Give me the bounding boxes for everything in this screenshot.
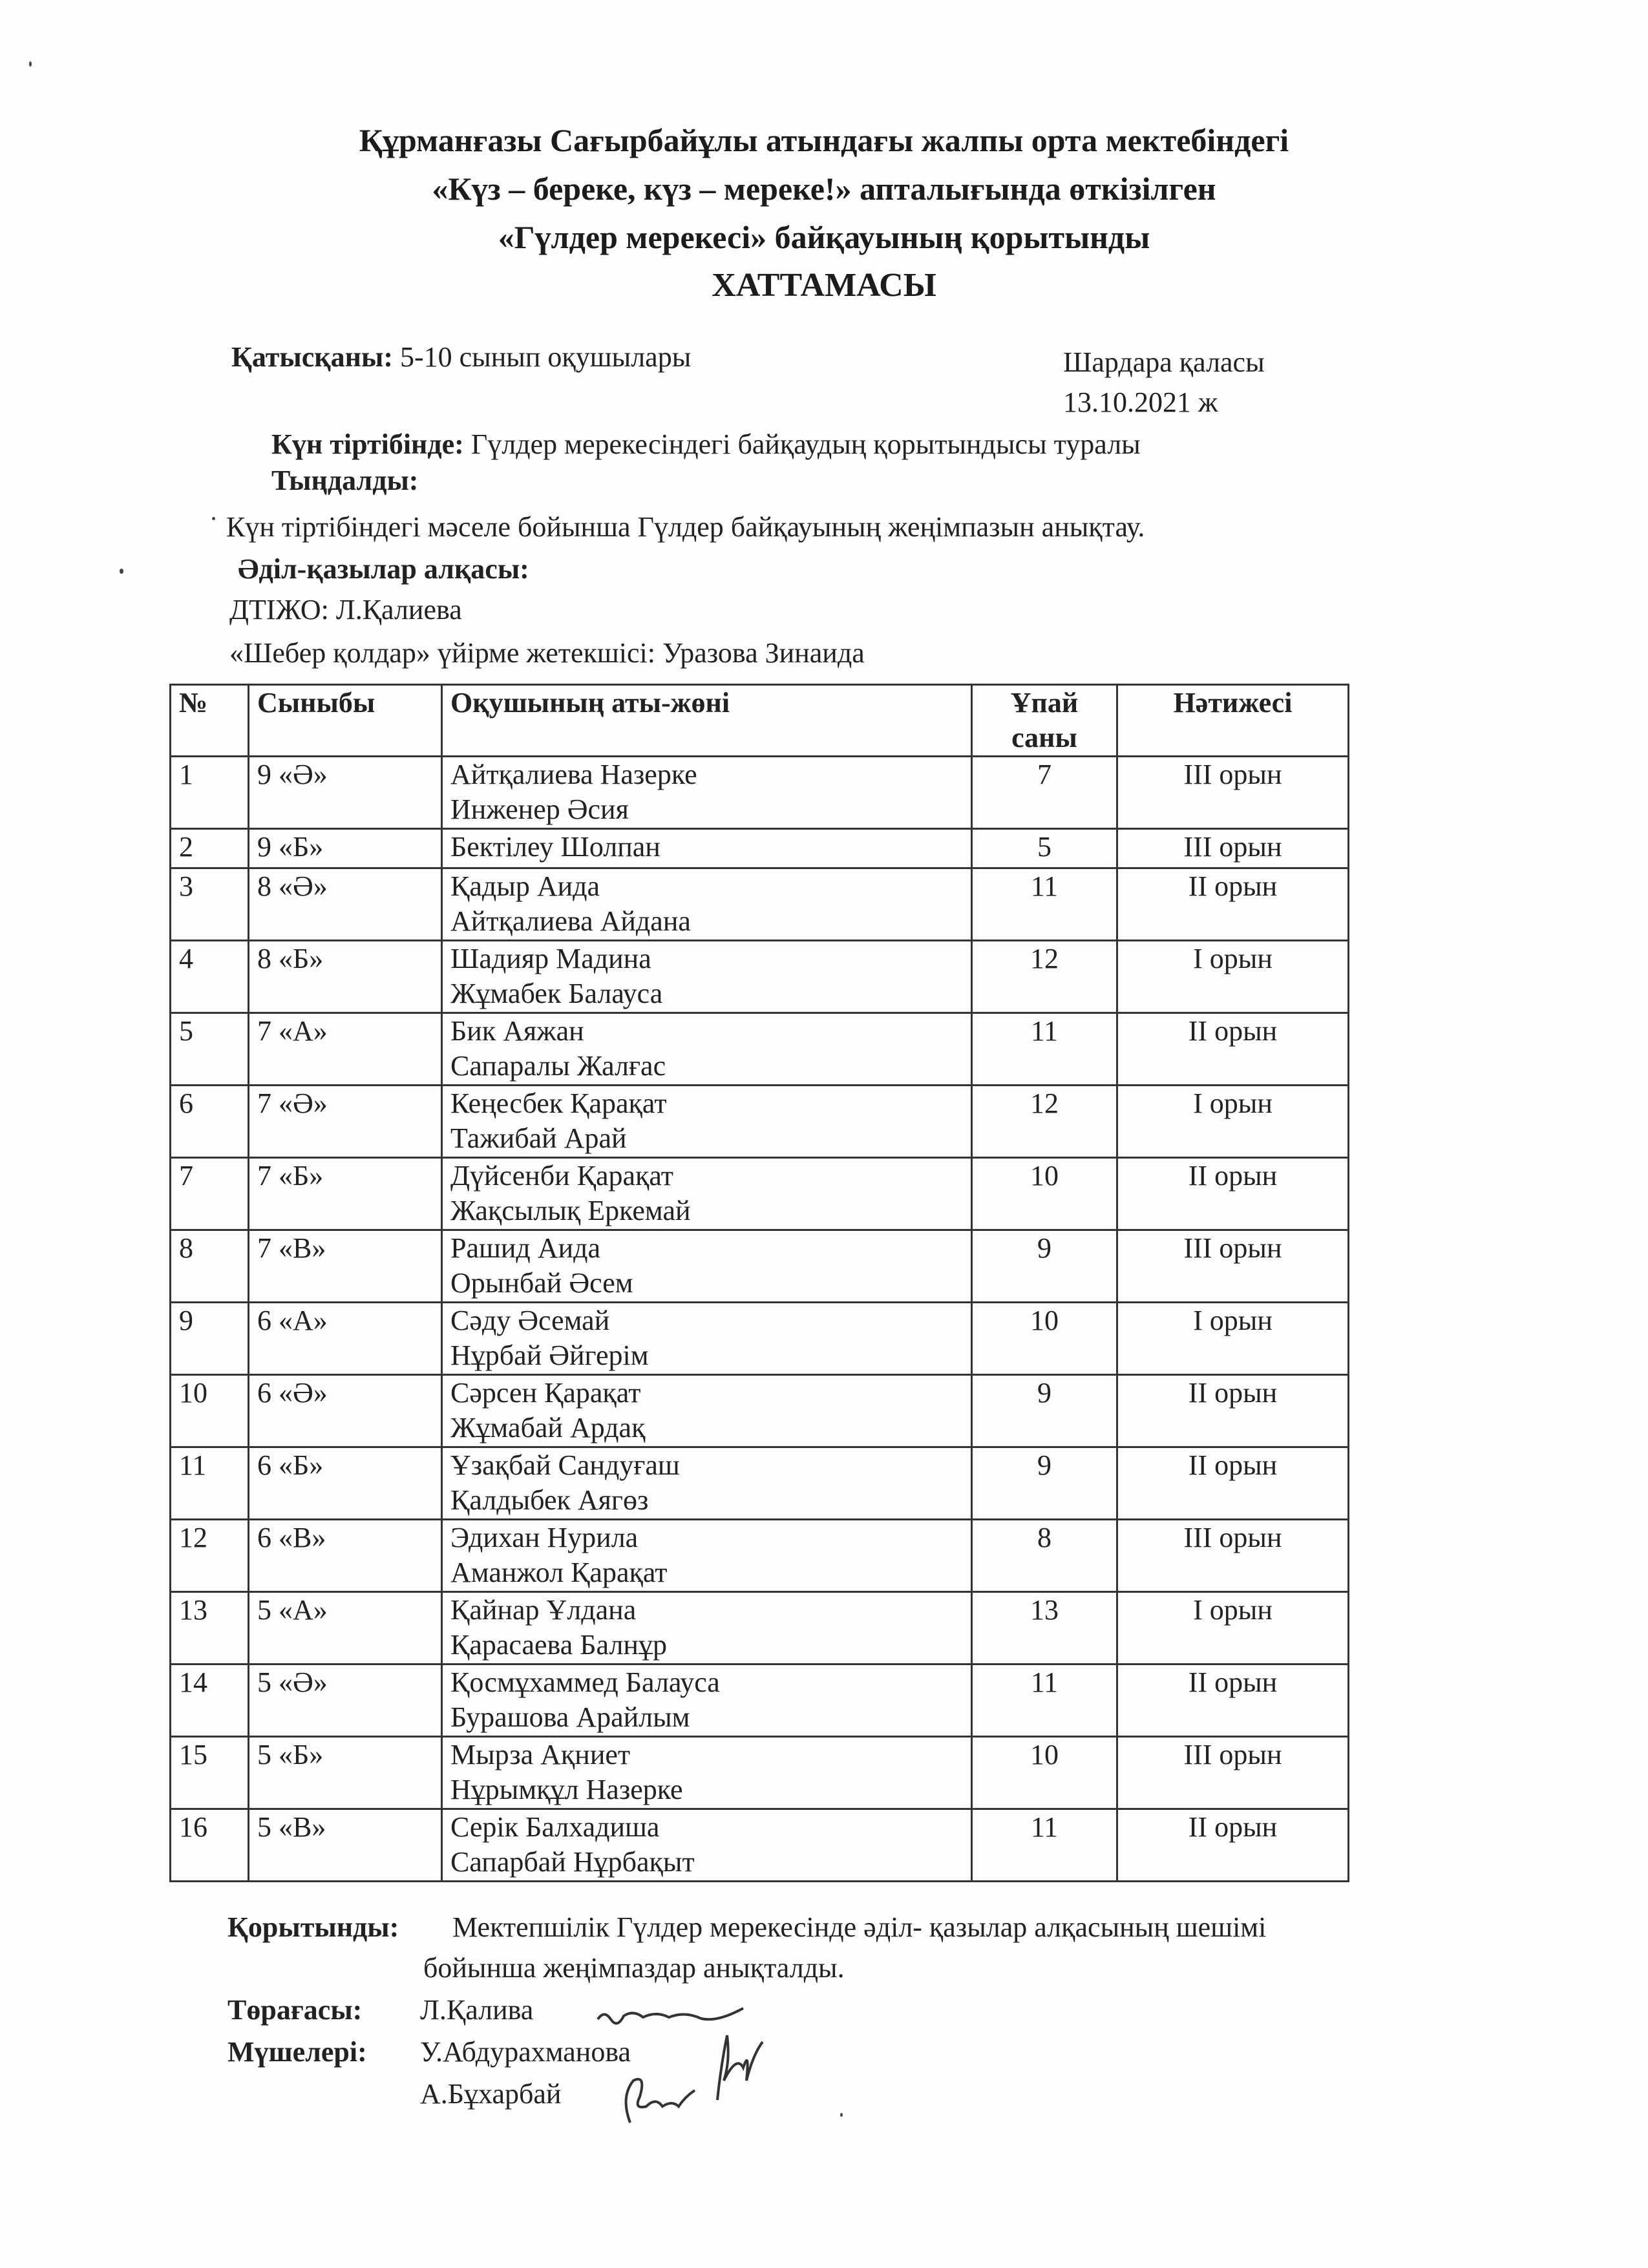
cell-result: II орын: [1117, 868, 1349, 941]
cell-no: 5: [171, 1013, 249, 1086]
heard-text: Күн тіртібіндегі мәселе бойынша Гүлдер байқауының жеңімпазын анықтау.: [226, 511, 1145, 543]
cell-no: 6: [171, 1086, 249, 1158]
student-name: Тажибай Арай: [450, 1122, 627, 1154]
cell-score: 10: [972, 1303, 1117, 1375]
cell-no: 11: [171, 1447, 249, 1520]
cell-score: 9: [972, 1447, 1117, 1520]
cell-score: 9: [972, 1375, 1117, 1447]
cell-names: [442, 1447, 972, 1520]
cell-result: III орын: [1117, 757, 1349, 829]
city: Шардара қаласы: [1063, 346, 1265, 378]
cell-class: 6 «Б»: [249, 1447, 442, 1520]
student-name: Жұмабек Балауса: [450, 978, 663, 1009]
student-name: Қайнар Ұлдана: [450, 1594, 637, 1626]
student-name: Ұзақбай Сандуғаш: [450, 1449, 680, 1481]
cell-names: [442, 1013, 972, 1086]
scan-speck: [840, 2113, 843, 2117]
cell-class: 7 «А»: [249, 1013, 442, 1086]
cell-class: 8 «Б»: [249, 941, 442, 1013]
cell-result: I орын: [1117, 1086, 1349, 1158]
title-line-1: Құрманғазы Сағырбайұлы атындағы жалпы орта мектебіндегі: [359, 122, 1289, 158]
student-name: Бектілеу Шолпан: [450, 831, 660, 863]
jury-label: Әділ-қазылар алқасы:: [238, 553, 529, 585]
participants: [231, 341, 691, 373]
cell-class: 5 «А»: [249, 1592, 442, 1664]
cell-no: 9: [171, 1303, 249, 1375]
student-name: Орынбай Әсем: [450, 1267, 633, 1299]
cell-no: 4: [171, 941, 249, 1013]
chair-name: Л.Қалива: [420, 1994, 534, 2026]
cell-result: III орын: [1117, 1520, 1349, 1592]
col-header-name: Оқушының аты-жөні: [442, 685, 972, 757]
student-name: Қалдыбек Аягөз: [450, 1484, 649, 1516]
cell-result: II орын: [1117, 1158, 1349, 1230]
table-row: [171, 757, 1349, 829]
cell-score: 8: [972, 1520, 1117, 1592]
cell-names: [442, 1158, 972, 1230]
col-header-class: Сыныбы: [249, 685, 442, 757]
members-label: Мүшелері:: [227, 2036, 367, 2068]
cell-score: 5: [972, 829, 1117, 868]
student-name: Рашид Аида: [450, 1232, 601, 1264]
student-name: Қарасаева Балнұр: [450, 1629, 667, 1661]
cell-names: [442, 941, 972, 1013]
cell-names: [442, 1809, 972, 1882]
cell-score: 11: [972, 1809, 1117, 1882]
cell-names: [442, 1520, 972, 1592]
cell-no: 7: [171, 1158, 249, 1230]
heard-label: Тыңдалды:: [271, 465, 419, 496]
cell-names: [442, 829, 972, 868]
document-title: ХАТТАМАСЫ: [712, 267, 936, 304]
student-name: Бик Аяжан: [450, 1015, 584, 1047]
cell-result: II орын: [1117, 1375, 1349, 1447]
cell-names: [442, 1303, 972, 1375]
student-name: Сапаралы Жалғас: [450, 1050, 666, 1082]
cell-no: 8: [171, 1230, 249, 1303]
date: 13.10.2021 ж: [1063, 386, 1218, 418]
table-row: [171, 1447, 1349, 1520]
cell-class: 9 «Б»: [249, 829, 442, 868]
cell-score: 7: [972, 757, 1117, 829]
cell-result: I орын: [1117, 1303, 1349, 1375]
cell-names: [442, 1230, 972, 1303]
cell-class: 5 «В»: [249, 1809, 442, 1882]
student-name: Қадыр Аида: [450, 870, 600, 902]
jury-member-1: ДТІЖО: Л.Қалиева: [229, 594, 462, 625]
cell-score: 10: [972, 1737, 1117, 1809]
table-row: [171, 1303, 1349, 1375]
student-name: Айтқалиева Айдана: [450, 905, 691, 937]
scan-speck: [120, 569, 123, 574]
cell-no: 10: [171, 1375, 249, 1447]
cell-score: 11: [972, 868, 1117, 941]
member-2-signature-icon: [617, 2071, 701, 2129]
student-name: Нұрбай Әйгерім: [450, 1339, 649, 1371]
student-name: Айтқалиева Назерке: [450, 759, 697, 790]
col-header-no: №: [171, 685, 249, 757]
member-1-name: У.Абдурахманова: [420, 2036, 631, 2068]
student-name: Бурашова Арайлым: [450, 1701, 690, 1733]
student-name: Жақсылық Еркемай: [450, 1195, 691, 1226]
cell-class: 6 «Ә»: [249, 1375, 442, 1447]
agenda-label: Күн тіртібінде:: [271, 428, 464, 460]
participants-value: 5-10 сынып оқушылары: [399, 341, 692, 373]
cell-result: II орын: [1117, 1664, 1349, 1737]
student-name: Сәду Әсемай: [450, 1305, 610, 1336]
cell-no: 16: [171, 1809, 249, 1882]
cell-score: 11: [972, 1013, 1117, 1086]
results-table: [169, 684, 1349, 1882]
cell-score: 11: [972, 1664, 1117, 1737]
cell-names: [442, 1375, 972, 1447]
agenda-value: Гүлдер мерекесіндегі байқаудың қорытындысы туралы: [470, 428, 1141, 460]
cell-no: 12: [171, 1520, 249, 1592]
cell-result: II орын: [1117, 1013, 1349, 1086]
table-row: [171, 1013, 1349, 1086]
table-row: [171, 1375, 1349, 1447]
participants-label: Қатысқаны:: [231, 341, 393, 373]
cell-class: 5 «Б»: [249, 1737, 442, 1809]
table-row: [171, 1664, 1349, 1737]
chair-signature-icon: [595, 2003, 750, 2029]
cell-names: [442, 757, 972, 829]
table-row: [171, 1086, 1349, 1158]
student-name: Эдихан Нурила: [450, 1522, 639, 1553]
cell-names: [442, 1086, 972, 1158]
cell-result: III орын: [1117, 829, 1349, 868]
cell-result: II орын: [1117, 1809, 1349, 1882]
cell-score: 12: [972, 941, 1117, 1013]
student-name: Нұрымқұл Назерке: [450, 1774, 683, 1805]
member-1-signature-icon: [698, 2029, 769, 2106]
conclusion-line-2: бойынша жеңімпаздар анықталды.: [423, 1952, 845, 1984]
col-header-result: Нәтижесі: [1117, 685, 1349, 757]
cell-score: 10: [972, 1158, 1117, 1230]
scan-speck: [212, 517, 215, 520]
student-name: Қосмұхаммед Балауса: [450, 1666, 720, 1698]
cell-score: 9: [972, 1230, 1117, 1303]
student-name: Мырза Ақниет: [450, 1739, 631, 1770]
cell-class: 9 «Ә»: [249, 757, 442, 829]
cell-result: II орын: [1117, 1447, 1349, 1520]
cell-names: [442, 1737, 972, 1809]
cell-names: [442, 1592, 972, 1664]
col-header-score: Ұпай саны: [972, 685, 1117, 757]
cell-no: 13: [171, 1592, 249, 1664]
cell-result: III орын: [1117, 1737, 1349, 1809]
table-header-row: [171, 685, 1349, 757]
cell-score: 12: [972, 1086, 1117, 1158]
conclusion-label: Қорытынды:: [227, 1911, 399, 1943]
cell-class: 8 «Ә»: [249, 868, 442, 941]
cell-names: [442, 868, 972, 941]
student-name: Сәрсен Қарақат: [450, 1377, 641, 1409]
cell-result: III орын: [1117, 1230, 1349, 1303]
student-name: Аманжол Қарақат: [450, 1557, 668, 1588]
cell-no: 2: [171, 829, 249, 868]
scan-speck: [29, 61, 32, 67]
cell-class: 7 «Ә»: [249, 1086, 442, 1158]
cell-class: 7 «В»: [249, 1230, 442, 1303]
table-row: [171, 1520, 1349, 1592]
cell-class: 6 «А»: [249, 1303, 442, 1375]
cell-score: 13: [972, 1592, 1117, 1664]
table-row: [171, 868, 1349, 941]
cell-class: 5 «Ә»: [249, 1664, 442, 1737]
cell-names: [442, 1664, 972, 1737]
cell-result: I орын: [1117, 1592, 1349, 1664]
student-name: Дүйсенби Қарақат: [450, 1160, 674, 1192]
table-row: [171, 1230, 1349, 1303]
student-name: Кеңесбек Қарақат: [450, 1087, 667, 1119]
chair-label: Төрағасы:: [227, 1994, 363, 2026]
table-row: [171, 1809, 1349, 1882]
cell-class: 6 «В»: [249, 1520, 442, 1592]
student-name: Сапарбай Нұрбақыт: [450, 1846, 695, 1878]
cell-no: 3: [171, 868, 249, 941]
table-row: [171, 941, 1349, 1013]
member-2-name: А.Бұхарбай: [420, 2078, 562, 2110]
jury-member-2: «Шебер қолдар» үйірме жетекшісі: Уразова Зинаида: [229, 637, 865, 669]
student-name: Жұмабай Ардақ: [450, 1412, 646, 1444]
table-row: [171, 1737, 1349, 1809]
cell-no: 15: [171, 1737, 249, 1809]
cell-class: 7 «Б»: [249, 1158, 442, 1230]
cell-result: I орын: [1117, 941, 1349, 1013]
cell-no: 1: [171, 757, 249, 829]
title-line-2: «Күз – береке, күз – мереке!» апталығында өткізілген: [432, 171, 1216, 207]
student-name: Инженер Әсия: [450, 793, 629, 825]
conclusion-line-1: Мектепшілік Гүлдер мерекесінде әділ- қазылар алқасының шешімі: [452, 1911, 1267, 1943]
table-row: [171, 829, 1349, 868]
student-name: Шадияр Мадина: [450, 943, 651, 974]
student-name: Серік Балхадиша: [450, 1811, 660, 1843]
table-row: [171, 1592, 1349, 1664]
table-row: [171, 1158, 1349, 1230]
cell-no: 14: [171, 1664, 249, 1737]
title-line-3: «Гүлдер мерекесі» байқауының қорытынды: [498, 219, 1150, 255]
agenda: [271, 428, 1141, 461]
